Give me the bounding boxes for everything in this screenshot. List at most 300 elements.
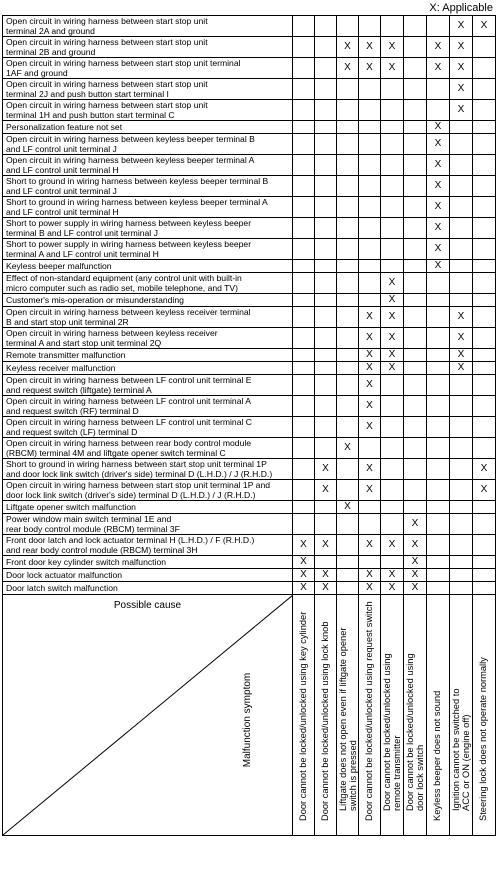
- applicable-mark-cell: [427, 294, 450, 307]
- applicable-mark-cell: [293, 176, 315, 197]
- applicable-mark-cell: [450, 582, 473, 595]
- applicable-mark-cell: [293, 79, 315, 100]
- possible-cause-cell: [3, 197, 293, 218]
- applicable-mark-cell: X: [359, 569, 381, 582]
- applicable-mark-cell: X: [404, 535, 427, 556]
- applicable-mark-cell: [404, 239, 427, 260]
- cause-text-line: Open circuit in wiring harness between start stop unit: [6, 16, 208, 26]
- cause-text-line: Open circuit in wiring harness between keyless beeper terminal B: [6, 134, 255, 144]
- applicable-mark-cell: X: [337, 501, 359, 514]
- cause-text-line: Short to power supply in wiring harness between keyless beeper: [6, 218, 252, 228]
- applicable-mark-cell: [293, 396, 315, 417]
- applicable-mark-cell: [404, 480, 427, 501]
- cause-row: [3, 100, 496, 121]
- possible-cause-cell: [3, 294, 293, 307]
- applicable-mark-cell: [404, 176, 427, 197]
- applicable-mark-cell: [450, 514, 473, 535]
- cause-row: [3, 362, 496, 375]
- applicable-mark-cell: [293, 349, 315, 362]
- applicable-mark-cell: X: [450, 307, 473, 328]
- malfunction-symptom-header: [427, 595, 450, 836]
- cause-row: [3, 535, 496, 556]
- applicable-mark-cell: [427, 16, 450, 37]
- symptom-text-line: remote transmitter: [392, 735, 402, 811]
- applicable-mark-cell: X: [404, 556, 427, 569]
- applicable-mark-cell: [293, 438, 315, 459]
- possible-cause-cell: [3, 349, 293, 362]
- cause-row: [3, 121, 496, 134]
- applicable-mark-cell: X: [315, 535, 337, 556]
- malfunction-symptom-header: [450, 595, 473, 836]
- applicable-mark-cell: [473, 417, 496, 438]
- applicable-mark-cell: [315, 349, 337, 362]
- applicable-mark-cell: [337, 16, 359, 37]
- cause-text-line: Open circuit in wiring harness between start stop unit terminal: [6, 58, 241, 68]
- applicable-mark-cell: [293, 501, 315, 514]
- possible-cause-cell: [3, 396, 293, 417]
- cause-text-line: Open circuit in wiring harness between start stop unit: [6, 37, 208, 47]
- possible-cause-cell: [3, 362, 293, 375]
- applicable-mark-cell: [315, 16, 337, 37]
- applicable-mark-cell: [450, 260, 473, 273]
- applicable-mark-cell: [404, 417, 427, 438]
- applicable-mark-cell: X: [359, 349, 381, 362]
- applicable-mark-cell: [473, 273, 496, 294]
- cause-row: [3, 197, 496, 218]
- cause-row: [3, 417, 496, 438]
- applicable-mark-cell: [450, 459, 473, 480]
- applicable-mark-cell: [381, 501, 404, 514]
- cause-row: [3, 569, 496, 582]
- applicable-mark-cell: X: [359, 375, 381, 396]
- applicable-mark-cell: [473, 375, 496, 396]
- applicable-mark-cell: X: [337, 37, 359, 58]
- applicable-mark-cell: [293, 417, 315, 438]
- applicable-mark-cell: [337, 535, 359, 556]
- applicable-mark-cell: X: [427, 58, 450, 79]
- cause-text-line: rear body control module (RBCM) terminal 3F: [6, 524, 180, 534]
- applicable-mark-cell: [359, 16, 381, 37]
- applicable-mark-cell: [337, 273, 359, 294]
- applicable-mark-cell: [359, 155, 381, 176]
- applicable-mark-cell: [473, 155, 496, 176]
- applicable-mark-cell: [427, 480, 450, 501]
- cause-text-line: and LF control unit terminal J: [6, 144, 117, 154]
- applicable-mark-cell: [359, 514, 381, 535]
- applicable-mark-cell: [404, 260, 427, 273]
- applicable-mark-cell: [473, 218, 496, 239]
- applicable-mark-cell: [315, 197, 337, 218]
- applicable-mark-cell: [315, 294, 337, 307]
- applicable-mark-cell: [427, 100, 450, 121]
- applicable-mark-cell: [315, 37, 337, 58]
- applicable-mark-cell: [404, 58, 427, 79]
- applicable-mark-cell: [381, 438, 404, 459]
- applicable-mark-cell: [473, 556, 496, 569]
- applicable-mark-cell: [427, 79, 450, 100]
- applicable-mark-cell: X: [359, 480, 381, 501]
- applicable-mark-cell: [427, 417, 450, 438]
- possible-cause-cell: [3, 569, 293, 582]
- applicable-mark-cell: X: [337, 438, 359, 459]
- possible-cause-cell: [3, 218, 293, 239]
- possible-cause-cell: [3, 417, 293, 438]
- applicable-mark-cell: [404, 438, 427, 459]
- applicable-mark-cell: X: [450, 79, 473, 100]
- applicable-mark-cell: [337, 239, 359, 260]
- possible-cause-cell: [3, 556, 293, 569]
- malfunction-symptom-header: [293, 595, 315, 836]
- applicable-mark-cell: [404, 16, 427, 37]
- cause-text-line: Open circuit in wiring harness between LF control unit terminal C: [6, 417, 252, 427]
- cause-row: [3, 294, 496, 307]
- applicable-mark-cell: [293, 260, 315, 273]
- cause-text-line: Open circuit in wiring harness between LF control unit terminal A: [6, 396, 252, 406]
- applicable-mark-cell: X: [359, 58, 381, 79]
- applicable-mark-cell: [473, 396, 496, 417]
- applicable-mark-cell: X: [450, 362, 473, 375]
- applicable-mark-cell: [293, 16, 315, 37]
- applicable-mark-cell: [315, 396, 337, 417]
- applicable-mark-cell: [315, 362, 337, 375]
- possible-cause-cell: [3, 260, 293, 273]
- applicable-mark-cell: [427, 535, 450, 556]
- malfunction-symptom-header: [473, 595, 496, 836]
- applicable-mark-cell: [337, 375, 359, 396]
- applicable-mark-cell: [450, 375, 473, 396]
- symptom-text-line: Keyless beeper does not sound: [432, 690, 442, 821]
- applicable-mark-cell: [381, 417, 404, 438]
- applicable-mark-cell: [473, 197, 496, 218]
- symptom-text-line: Door cannot be locked/unlocked using key cylinder: [297, 611, 308, 821]
- cause-row: [3, 556, 496, 569]
- applicable-mark-cell: [404, 273, 427, 294]
- applicable-mark-cell: X: [450, 37, 473, 58]
- applicable-mark-cell: [473, 582, 496, 595]
- applicable-mark-cell: [293, 155, 315, 176]
- cause-text-line: Open circuit in wiring harness between start stop unit: [6, 100, 208, 110]
- cause-text-line: (RBCM) terminal 4M and liftgate opener switch terminal C: [6, 448, 226, 458]
- applicable-mark-cell: [359, 273, 381, 294]
- applicable-mark-cell: [293, 100, 315, 121]
- applicable-mark-cell: [337, 218, 359, 239]
- applicable-mark-cell: X: [427, 218, 450, 239]
- applicable-mark-cell: [473, 307, 496, 328]
- applicable-mark-cell: [337, 362, 359, 375]
- applicable-mark-cell: [337, 260, 359, 273]
- applicable-mark-cell: X: [315, 459, 337, 480]
- cause-text-line: Liftgate opener switch malfunction: [6, 502, 136, 512]
- applicable-mark-cell: X: [359, 362, 381, 375]
- applicable-mark-cell: [450, 535, 473, 556]
- applicable-mark-cell: [293, 218, 315, 239]
- applicable-mark-cell: X: [293, 569, 315, 582]
- header-corner-cell: [3, 595, 293, 836]
- possible-cause-cell: [3, 328, 293, 349]
- applicable-mark-cell: X: [427, 134, 450, 155]
- applicable-mark-cell: [315, 176, 337, 197]
- applicable-mark-cell: [404, 349, 427, 362]
- applicable-mark-cell: [450, 569, 473, 582]
- applicable-mark-cell: X: [315, 569, 337, 582]
- cause-text-line: Remote transmitter malfunction: [6, 350, 126, 360]
- applicable-mark-cell: [381, 100, 404, 121]
- applicable-mark-cell: [315, 514, 337, 535]
- applicable-mark-cell: [404, 134, 427, 155]
- applicable-mark-cell: [337, 417, 359, 438]
- applicable-mark-cell: X: [381, 273, 404, 294]
- applicable-mark-cell: X: [381, 349, 404, 362]
- applicable-mark-cell: X: [450, 100, 473, 121]
- applicable-mark-cell: [337, 459, 359, 480]
- applicable-mark-cell: [427, 328, 450, 349]
- applicable-mark-cell: [359, 218, 381, 239]
- cause-text-line: terminal 2J and push button start terminal I: [6, 89, 169, 99]
- applicable-mark-cell: [450, 396, 473, 417]
- cause-text-line: Short to ground in wiring harness between keyless beeper terminal A: [6, 197, 268, 207]
- applicable-mark-cell: X: [381, 535, 404, 556]
- symptom-text-line: ACC or ON (engine off): [461, 714, 471, 811]
- cause-text-line: and rear body control module (RBCM) terminal 3H: [6, 545, 198, 555]
- applicable-mark-cell: X: [381, 37, 404, 58]
- applicable-mark-cell: [473, 176, 496, 197]
- applicable-mark-cell: [359, 134, 381, 155]
- applicable-mark-cell: [359, 100, 381, 121]
- cause-row: [3, 79, 496, 100]
- applicable-mark-cell: X: [359, 307, 381, 328]
- applicable-mark-cell: [381, 375, 404, 396]
- applicable-mark-cell: [381, 176, 404, 197]
- applicable-mark-cell: X: [359, 417, 381, 438]
- applicable-mark-cell: [293, 239, 315, 260]
- applicable-mark-cell: [381, 197, 404, 218]
- applicable-mark-cell: X: [359, 535, 381, 556]
- applicable-mark-cell: [450, 273, 473, 294]
- applicable-mark-cell: X: [427, 239, 450, 260]
- cause-text-line: Open circuit in wiring harness between keyless receiver: [6, 328, 218, 338]
- applicable-mark-cell: [404, 501, 427, 514]
- applicable-mark-cell: X: [427, 176, 450, 197]
- cause-text-line: and request switch (liftgate) terminal A: [6, 385, 152, 395]
- applicable-mark-cell: [473, 362, 496, 375]
- applicable-mark-cell: [337, 514, 359, 535]
- applicable-mark-cell: [473, 121, 496, 134]
- applicable-mark-cell: [337, 134, 359, 155]
- possible-cause-cell: [3, 438, 293, 459]
- cause-row: [3, 501, 496, 514]
- applicable-mark-cell: [381, 121, 404, 134]
- applicable-mark-cell: [450, 121, 473, 134]
- cause-row: [3, 480, 496, 501]
- applicable-mark-cell: [359, 501, 381, 514]
- applicable-mark-cell: [381, 16, 404, 37]
- cause-row: [3, 375, 496, 396]
- cause-row: [3, 459, 496, 480]
- applicable-mark-cell: X: [359, 396, 381, 417]
- applicable-mark-cell: [315, 239, 337, 260]
- cause-text-line: and LF control unit terminal H: [6, 207, 119, 217]
- applicable-mark-cell: [359, 294, 381, 307]
- applicable-mark-cell: [473, 569, 496, 582]
- applicable-mark-cell: X: [404, 514, 427, 535]
- applicable-mark-cell: [337, 79, 359, 100]
- applicable-mark-cell: [381, 556, 404, 569]
- cause-row: [3, 273, 496, 294]
- cause-text-line: Open circuit in wiring harness between start stop unit terminal 1P and: [6, 480, 270, 490]
- applicable-mark-cell: X: [359, 459, 381, 480]
- applicable-mark-cell: X: [427, 155, 450, 176]
- cause-text-line: Personalization feature not set: [6, 122, 123, 132]
- applicable-mark-cell: [315, 121, 337, 134]
- applicable-mark-cell: [473, 328, 496, 349]
- applicable-mark-cell: X: [381, 58, 404, 79]
- applicable-mark-cell: X: [427, 37, 450, 58]
- cause-text-line: Front door latch and lock actuator terminal H (L.H.D.) / F (R.H.D.): [6, 535, 255, 545]
- applicable-mark-cell: [337, 307, 359, 328]
- cause-text-line: and LF control unit terminal H: [6, 165, 119, 175]
- possible-cause-cell: [3, 134, 293, 155]
- applicable-mark-cell: [450, 155, 473, 176]
- applicable-mark-cell: [337, 328, 359, 349]
- cause-row: [3, 16, 496, 37]
- applicable-mark-cell: [337, 569, 359, 582]
- applicable-mark-cell: [315, 438, 337, 459]
- applicable-mark-cell: X: [381, 569, 404, 582]
- applicable-mark-cell: [427, 396, 450, 417]
- cause-row: [3, 58, 496, 79]
- applicable-mark-cell: X: [359, 582, 381, 595]
- applicable-mark-cell: [315, 417, 337, 438]
- possible-cause-cell: [3, 58, 293, 79]
- applicable-mark-cell: [315, 79, 337, 100]
- applicable-mark-cell: [381, 218, 404, 239]
- cause-row: [3, 134, 496, 155]
- symptom-text-line: Steering lock does not operate normally: [478, 657, 488, 821]
- applicable-mark-cell: [473, 260, 496, 273]
- applicable-mark-cell: X: [359, 37, 381, 58]
- applicable-mark-cell: [450, 239, 473, 260]
- applicable-mark-cell: [315, 501, 337, 514]
- cause-text-line: B and start stop unit terminal 2R: [6, 317, 129, 327]
- malfunction-symptom-header: [381, 595, 404, 836]
- symptom-header-row: [3, 595, 496, 836]
- applicable-mark-cell: [473, 79, 496, 100]
- applicable-mark-cell: X: [293, 582, 315, 595]
- cause-text-line: micro computer such as radio set, mobile telephone, and TV): [6, 283, 238, 293]
- symptom-text-line: Door cannot be locked/unlocked using lock knob: [319, 621, 330, 821]
- diagnosis-matrix: [2, 15, 496, 836]
- applicable-mark-cell: [315, 307, 337, 328]
- applicable-mark-cell: [473, 134, 496, 155]
- cause-text-line: and LF control unit terminal J: [6, 186, 117, 196]
- legend: X: Applicable: [429, 2, 493, 14]
- cause-text-line: door lock link switch (driver's side) terminal D (L.H.D.) / J (R.H.D.): [6, 490, 256, 500]
- possible-cause-label: Possible cause: [113, 600, 182, 611]
- applicable-mark-cell: [450, 417, 473, 438]
- applicable-mark-cell: [315, 273, 337, 294]
- applicable-mark-cell: [404, 100, 427, 121]
- applicable-mark-cell: [404, 155, 427, 176]
- possible-cause-cell: [3, 582, 293, 595]
- applicable-mark-cell: [381, 480, 404, 501]
- malfunction-symptom-header: [337, 595, 359, 836]
- applicable-mark-cell: [337, 556, 359, 569]
- cause-text-line: Short to ground in wiring harness between keyless beeper terminal B: [6, 176, 269, 186]
- applicable-mark-cell: X: [427, 121, 450, 134]
- applicable-mark-cell: [404, 362, 427, 375]
- applicable-mark-cell: X: [381, 307, 404, 328]
- applicable-mark-cell: [293, 294, 315, 307]
- malfunction-symptom-header: [404, 595, 427, 836]
- applicable-mark-cell: X: [473, 16, 496, 37]
- cause-text-line: Customer's mis-operation or misunderstanding: [6, 295, 184, 305]
- cause-text-line: and request switch (LF) terminal D: [6, 427, 138, 437]
- applicable-mark-cell: X: [293, 556, 315, 569]
- applicable-mark-cell: [359, 438, 381, 459]
- applicable-mark-cell: [473, 349, 496, 362]
- applicable-mark-cell: [315, 100, 337, 121]
- applicable-mark-cell: [404, 307, 427, 328]
- possible-cause-cell: [3, 535, 293, 556]
- applicable-mark-cell: [293, 328, 315, 349]
- possible-cause-cell: [3, 16, 293, 37]
- applicable-mark-cell: X: [293, 535, 315, 556]
- possible-cause-cell: [3, 459, 293, 480]
- applicable-mark-cell: [293, 197, 315, 218]
- applicable-mark-cell: [359, 79, 381, 100]
- applicable-mark-cell: [427, 459, 450, 480]
- applicable-mark-cell: X: [473, 480, 496, 501]
- malfunction-symptom-header: [315, 595, 337, 836]
- applicable-mark-cell: [427, 273, 450, 294]
- applicable-mark-cell: [359, 176, 381, 197]
- applicable-mark-cell: X: [473, 459, 496, 480]
- applicable-mark-cell: [381, 239, 404, 260]
- cause-text-line: Keyless beeper malfunction: [6, 261, 112, 271]
- applicable-mark-cell: [404, 375, 427, 396]
- applicable-mark-cell: [293, 514, 315, 535]
- applicable-mark-cell: [427, 501, 450, 514]
- applicable-mark-cell: [337, 349, 359, 362]
- cause-row: [3, 438, 496, 459]
- possible-cause-cell: [3, 79, 293, 100]
- applicable-mark-cell: [427, 362, 450, 375]
- cause-text-line: Short to ground in wiring harness between start stop unit terminal 1P: [6, 459, 267, 469]
- cause-text-line: terminal B and LF control unit terminal J: [6, 228, 158, 238]
- applicable-mark-cell: [427, 349, 450, 362]
- cause-text-line: Open circuit in wiring harness between rear body control module: [6, 438, 252, 448]
- cause-text-line: terminal 2A and ground: [6, 26, 95, 36]
- applicable-mark-cell: [404, 218, 427, 239]
- symptom-text-line: Door cannot be locked/unlocked using: [405, 653, 415, 811]
- applicable-mark-cell: [473, 100, 496, 121]
- applicable-mark-cell: [293, 307, 315, 328]
- applicable-mark-cell: [315, 375, 337, 396]
- applicable-mark-cell: [427, 556, 450, 569]
- applicable-mark-cell: [337, 121, 359, 134]
- symptom-text-line: Door cannot be locked/unlocked using: [382, 653, 392, 811]
- applicable-mark-cell: [450, 438, 473, 459]
- applicable-mark-cell: X: [404, 569, 427, 582]
- possible-cause-cell: [3, 307, 293, 328]
- cause-text-line: Open circuit in wiring harness between start stop unit: [6, 79, 208, 89]
- cause-text-line: Effect of non-standard equipment (any control unit with built-in: [6, 273, 242, 283]
- cause-text-line: terminal A and start stop unit terminal 2Q: [6, 338, 162, 348]
- applicable-mark-cell: X: [450, 16, 473, 37]
- applicable-mark-cell: [427, 438, 450, 459]
- applicable-mark-cell: [315, 218, 337, 239]
- applicable-mark-cell: [359, 239, 381, 260]
